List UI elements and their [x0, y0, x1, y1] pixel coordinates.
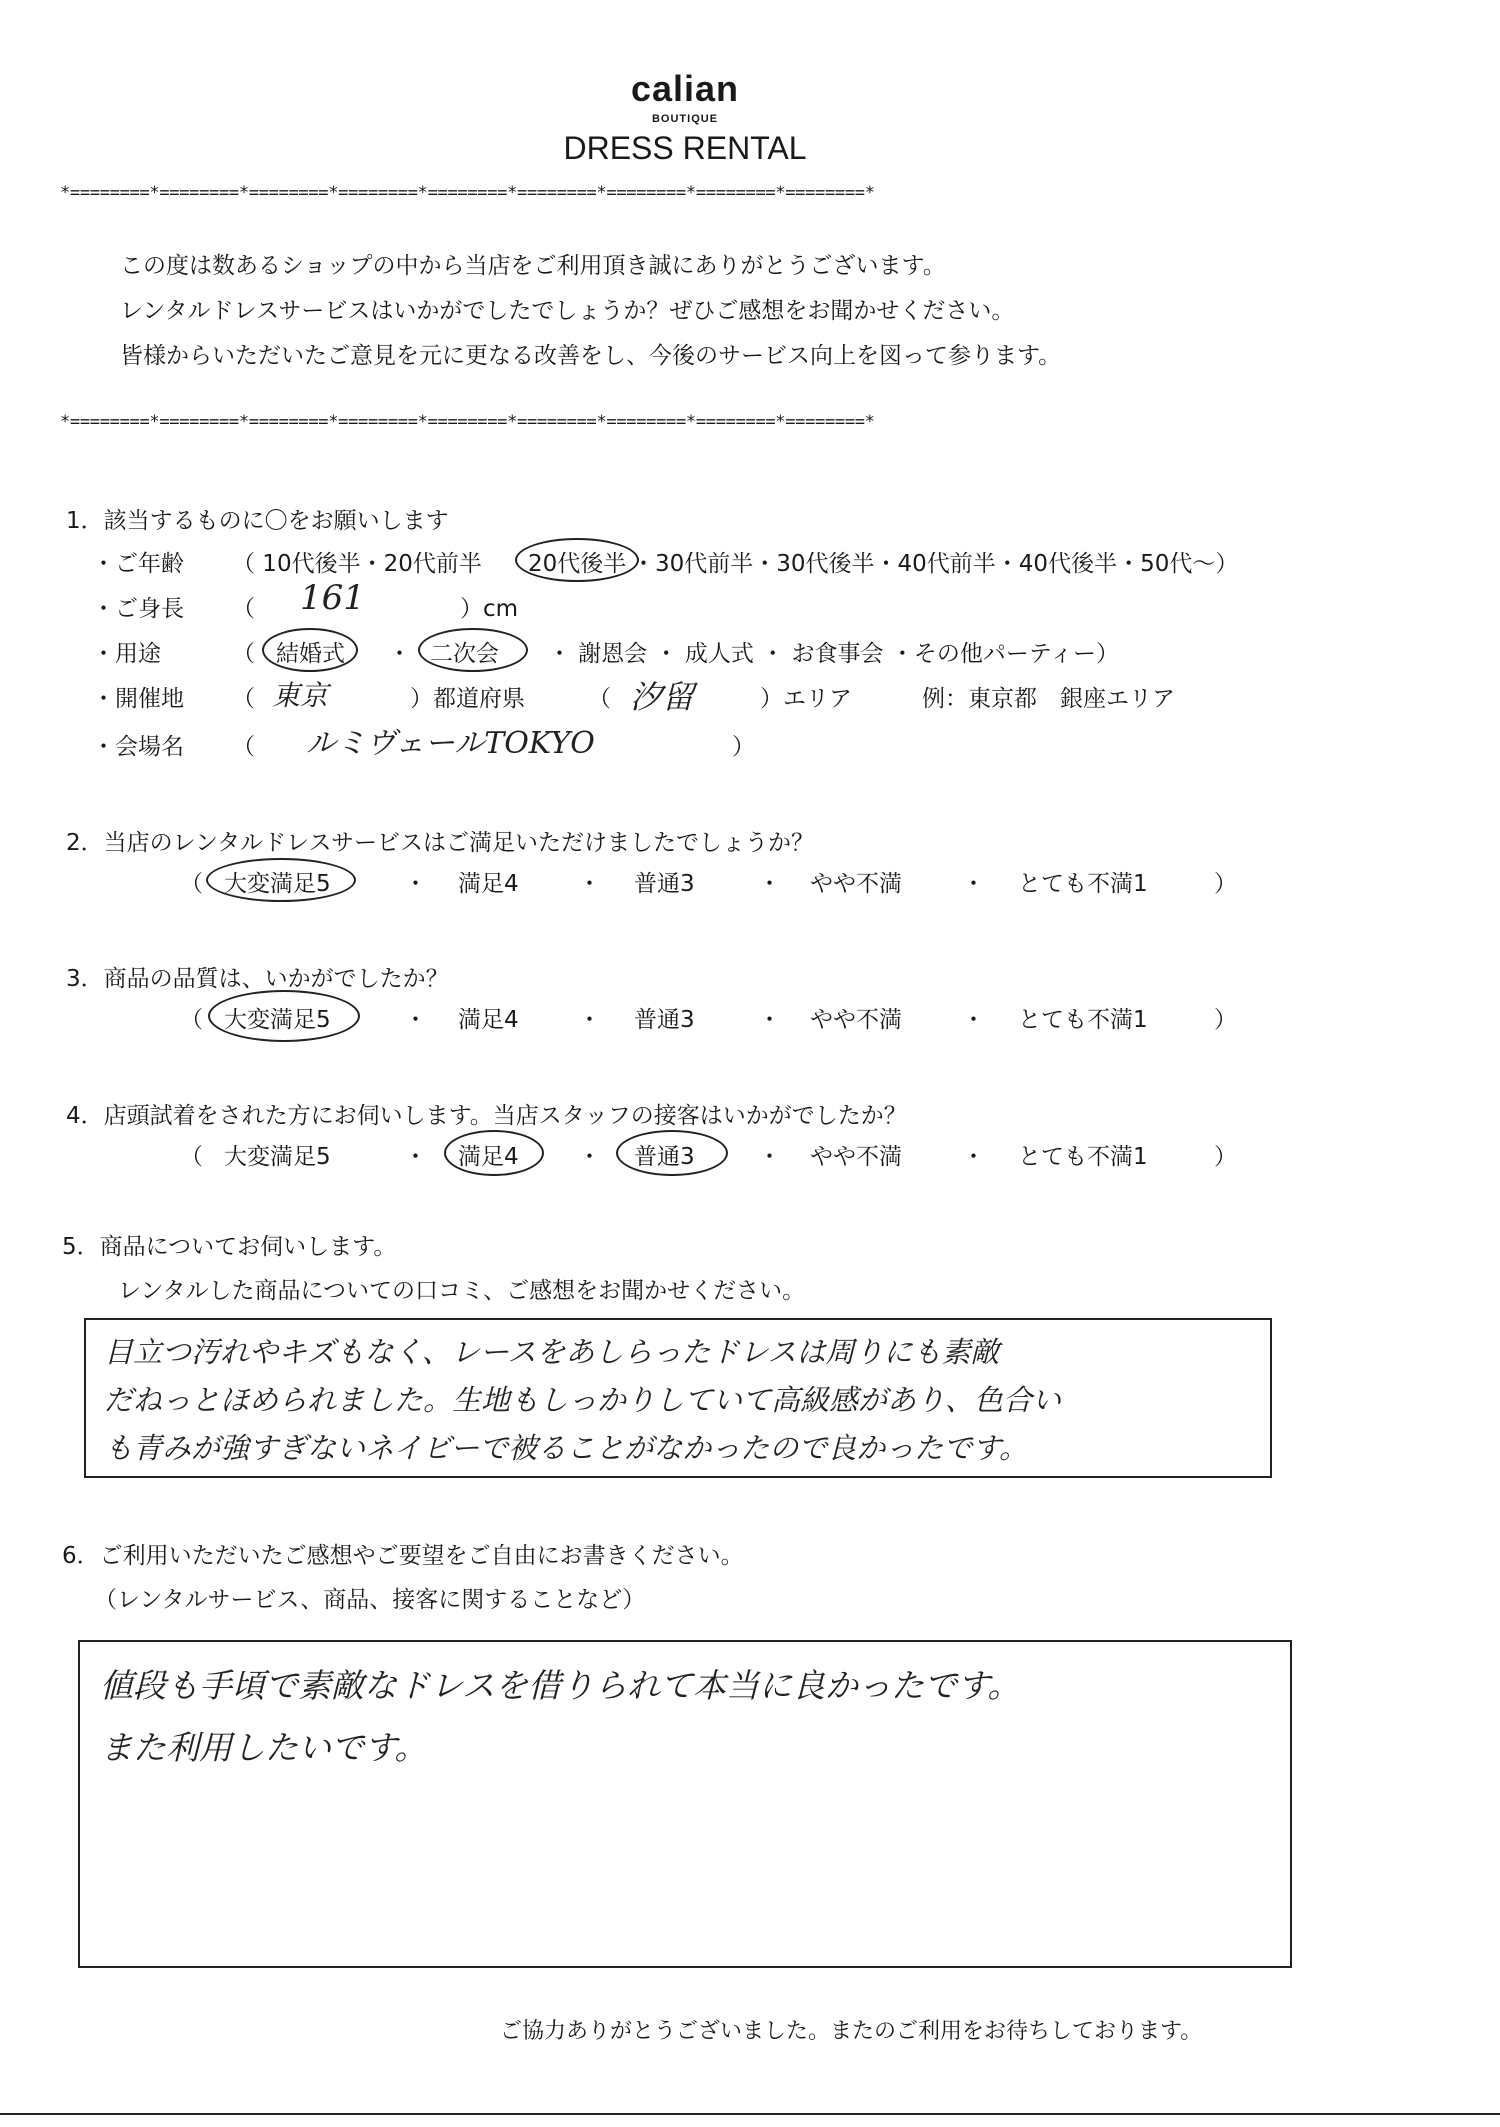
age-option-20s-late[interactable]: 20代後半	[528, 551, 627, 577]
q4-dot-2: ・	[578, 1144, 601, 1170]
q3-dot-1: ・	[404, 1007, 427, 1033]
q2-option-very-dissatisfied[interactable]: とても不満1	[1018, 871, 1148, 897]
venue-name-close-paren: ）	[732, 734, 755, 760]
footer-thanks: ご協力ありがとうございました。またのご利用をお待ちしております。	[500, 2019, 1203, 2044]
age-label: ・ご年齢	[92, 551, 184, 577]
q2-dot-2: ・	[578, 871, 601, 897]
q4-open-paren: （	[180, 1144, 203, 1170]
venue-area-value: 汐留	[630, 678, 695, 716]
separator-top: *========*========*========*========*========*========*========*========*========*	[60, 183, 875, 203]
q6-title: 6．ご利用いただいたご感想やご要望をご自由にお書きください。	[62, 1543, 744, 1569]
q3-dot-3: ・	[758, 1007, 781, 1033]
purpose-option-wedding[interactable]: 結婚式	[276, 641, 345, 667]
q2-close-paren: ）	[1214, 871, 1237, 897]
venue-area-open-paren: （	[588, 686, 611, 712]
page-title: DRESS RENTAL	[563, 130, 807, 166]
q4-close-paren: ）	[1214, 1144, 1237, 1170]
q4-option-satisfied[interactable]: 満足4	[458, 1144, 519, 1170]
q2-selected-circle	[206, 858, 356, 902]
q3-option-slightly-dissatisfied[interactable]: やや不満	[810, 1007, 902, 1033]
q6-subtitle: （レンタルサービス、商品、接客に関することなど）	[94, 1587, 646, 1613]
q6-answer-line-2: また利用したいです。	[100, 1728, 428, 1767]
purpose-dot: ・	[388, 641, 411, 667]
q2-open-paren: （	[180, 871, 203, 897]
separator-bottom: *========*========*========*========*========*========*========*========*========*	[60, 412, 875, 432]
q2-dot-3: ・	[758, 871, 781, 897]
age-option-group-2: ・30代前半・30代後半・40代前半・40代後半・50代～）	[632, 551, 1239, 577]
q4-satisfied-circle	[444, 1130, 544, 1176]
q3-dot-2: ・	[578, 1007, 601, 1033]
height-value: 161	[300, 578, 365, 618]
q2-option-normal[interactable]: 普通3	[634, 871, 695, 897]
purpose-label: ・用途	[92, 641, 161, 667]
q4-dot-1: ・	[404, 1144, 427, 1170]
q4-dot-4: ・	[962, 1144, 985, 1170]
height-label: ・ご身長	[92, 596, 184, 622]
intro-line-2: レンタルドレスサービスはいかがでしたでしょうか？ぜひご感想をお聞かせください。	[120, 298, 1015, 324]
venue-pref-value: 東京	[272, 679, 329, 712]
intro-line-3: 皆様からいただいたご意見を元に更なる改善をし、今後のサービス向上を図って参ります。	[120, 343, 1062, 369]
venue-pref-open-paren: （	[232, 686, 255, 712]
q4-normal-circle	[616, 1130, 728, 1176]
q3-title: 3．商品の品質は、いかがでしたか？	[66, 966, 449, 992]
q3-open-paren: （	[180, 1007, 203, 1033]
q4-option-normal[interactable]: 普通3	[634, 1144, 695, 1170]
q4-option-very-dissatisfied[interactable]: とても不満1	[1018, 1144, 1148, 1170]
venue-area-suffix: ）エリア	[760, 686, 852, 712]
q4-title: 4．店頭試着をされた方にお伺いします。当店スタッフの接客はいかがでしたか？	[66, 1103, 907, 1129]
q2-dot-4: ・	[962, 871, 985, 897]
purpose-option-afterparty[interactable]: 二次会	[430, 641, 499, 667]
q3-option-normal[interactable]: 普通3	[634, 1007, 695, 1033]
age-option-group-1: （ 10代後半・20代前半	[232, 551, 482, 577]
q5-answer-line-1: 目立つ汚れやキズもなく、レースをあしらったドレスは周りにも素敵	[104, 1335, 1000, 1369]
purpose-open-paren: （	[232, 641, 255, 667]
q2-title: 2．当店のレンタルドレスサービスはご満足いただけましたでしょうか？	[66, 830, 814, 856]
purpose-wedding-circle	[262, 628, 358, 672]
q3-option-very-dissatisfied[interactable]: とても不満1	[1018, 1007, 1148, 1033]
q3-dot-4: ・	[962, 1007, 985, 1033]
q3-selected-circle	[208, 990, 360, 1042]
venue-name-value: ルミヴェールTOKYO	[306, 726, 595, 761]
q5-title: 5．商品についてお伺いします。	[62, 1234, 397, 1260]
height-open-paren: （	[232, 596, 255, 622]
q3-option-very-satisfied[interactable]: 大変満足5	[224, 1007, 331, 1033]
q5-answer-line-3: も青みが強すぎないネイビーで被ることがなかったので良かったです。	[104, 1431, 1028, 1465]
q4-option-very-satisfied[interactable]: 大変満足5	[224, 1144, 331, 1170]
intro-line-1: この度は数あるショップの中から当店をご利用頂き誠にありがとうございます。	[120, 253, 946, 279]
venue-area-label: ・開催地	[92, 686, 184, 712]
q2-option-satisfied[interactable]: 満足4	[458, 871, 519, 897]
q5-subtitle: レンタルした商品についての口コミ、ご感想をお聞かせください。	[118, 1278, 806, 1304]
q3-close-paren: ）	[1214, 1007, 1237, 1033]
q2-option-slightly-dissatisfied[interactable]: やや不満	[810, 871, 902, 897]
purpose-other-options: ・ 謝恩会 ・ 成人式 ・ お食事会 ・その他パーティー）	[548, 641, 1120, 667]
q3-option-satisfied[interactable]: 満足4	[458, 1007, 519, 1033]
q5-answer-line-2: だねっとほめられました。生地もしっかりしていて高級感があり、色合い	[104, 1383, 1062, 1417]
height-unit: ）cm	[460, 596, 519, 622]
brand-logo-sub: BOUTIQUE	[651, 113, 719, 125]
venue-name-label: ・会場名	[92, 734, 184, 760]
brand-logo: calian	[630, 68, 740, 109]
venue-pref-suffix: ）都道府県	[410, 686, 525, 712]
q4-dot-3: ・	[758, 1144, 781, 1170]
venue-name-open-paren: （	[232, 734, 255, 760]
q1-title: 1．該当するものに〇をお願いします	[66, 508, 449, 534]
q4-option-slightly-dissatisfied[interactable]: やや不満	[810, 1144, 902, 1170]
purpose-afterparty-circle	[418, 628, 528, 672]
age-selected-circle	[515, 538, 639, 582]
venue-example: 例：東京都 銀座エリア	[922, 686, 1175, 712]
bottom-rule	[0, 2113, 1500, 2115]
q6-answer-line-1: 値段も手頃で素敵なドレスを借りられて本当に良かったです。	[100, 1666, 1021, 1705]
q2-option-very-satisfied[interactable]: 大変満足5	[224, 871, 331, 897]
q2-dot-1: ・	[404, 871, 427, 897]
